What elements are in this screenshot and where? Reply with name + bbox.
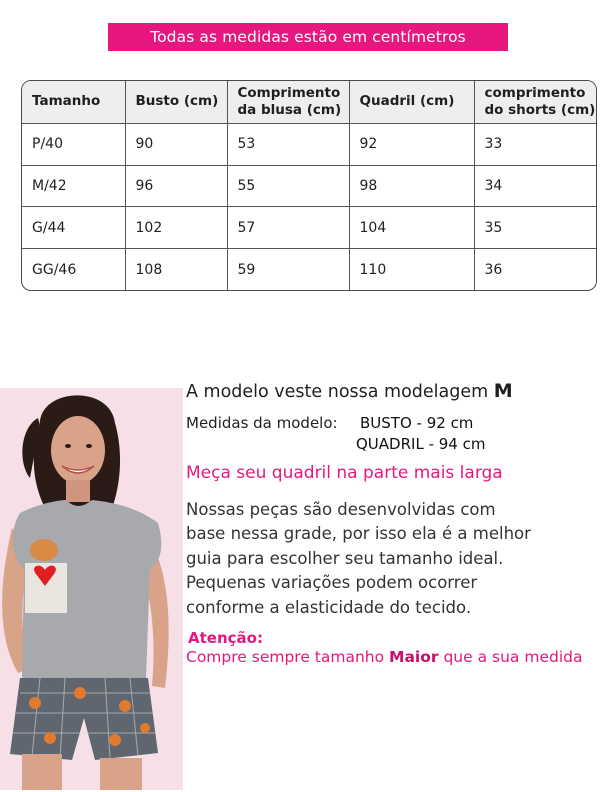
cell-bust: 108 — [125, 249, 227, 290]
sizing-paragraph — [186, 498, 576, 620]
cell-shorts-length: 33 — [474, 123, 596, 165]
model-measures-label: Medidas da modelo: — [186, 414, 338, 432]
cell-shorts-length: 36 — [474, 249, 596, 290]
eye-left — [65, 444, 71, 448]
cell-size: P/40 — [22, 123, 125, 165]
attention-bold: Maior — [389, 648, 439, 666]
paragraph-line: Nossas peças são desenvolvidas com — [186, 500, 496, 519]
header-text: Tamanho — [32, 93, 101, 110]
paragraph-line: Pequenas variações podem ocorrer — [186, 573, 478, 593]
header-quadril — [349, 81, 474, 123]
cell-size: G/44 — [22, 207, 125, 249]
hip-measure-tip: Meça seu quadril na parte mais larga — [186, 463, 503, 483]
model-illustration — [0, 388, 183, 790]
cell-shorts-length: 34 — [474, 165, 596, 207]
neck-shape — [66, 480, 90, 502]
heading-text: A modelo veste nossa modelagem — [186, 382, 489, 402]
paragraph-line: base nessa grade, por isso ela é a melhor — [186, 524, 531, 544]
leg-right — [100, 758, 142, 790]
paragraph-line: guia para escolher seu tamanho ideal. — [186, 548, 504, 568]
header-comprimento-shorts — [474, 81, 596, 123]
cell-blouse-length: 57 — [227, 207, 349, 249]
table-row — [22, 207, 596, 249]
cell-shorts-length: 35 — [474, 207, 596, 249]
dog-print-icon — [30, 539, 58, 561]
model-hip-value: QUADRIL - 94 cm — [356, 435, 486, 453]
paragraph-line: conforme a elasticidade do tecido. — [186, 597, 472, 617]
model-size-heading — [186, 380, 513, 402]
header-text: da blusa (cm) — [237, 101, 342, 118]
cell-hip: 92 — [349, 123, 474, 165]
units-banner: Todas as medidas estão em centímetros — [108, 23, 508, 51]
header-text: Quadril (cm) — [359, 93, 455, 110]
cell-blouse-length: 55 — [227, 165, 349, 207]
cell-hip: 98 — [349, 165, 474, 207]
cell-bust: 96 — [125, 165, 227, 207]
heading-size: M — [493, 380, 513, 402]
header-text: do shorts (cm) — [484, 101, 596, 118]
eye-right — [86, 444, 92, 448]
cell-bust: 102 — [125, 207, 227, 249]
size-table — [21, 80, 597, 291]
attention-suffix: que a sua medida — [443, 648, 583, 666]
cell-size: M/42 — [22, 165, 125, 207]
header-busto — [125, 81, 227, 123]
header-text: comprimento — [484, 84, 586, 101]
model-bust-value: BUSTO - 92 cm — [360, 414, 474, 432]
attention-title: Atenção: — [188, 629, 263, 647]
table-header-row — [22, 81, 596, 123]
face-shape — [51, 416, 105, 484]
attention-text — [186, 648, 582, 666]
cell-hip: 104 — [349, 207, 474, 249]
table-row — [22, 165, 596, 207]
cell-blouse-length: 53 — [227, 123, 349, 165]
header-tamanho — [22, 81, 125, 123]
header-comprimento-blusa — [227, 81, 349, 123]
table-row — [22, 249, 596, 290]
model-photo — [0, 388, 183, 790]
header-text: Comprimento — [237, 84, 341, 101]
table-row — [22, 123, 596, 165]
header-text: Busto (cm) — [135, 93, 219, 110]
cell-blouse-length: 59 — [227, 249, 349, 290]
cell-hip: 110 — [349, 249, 474, 290]
cell-bust: 90 — [125, 123, 227, 165]
attention-prefix: Compre sempre tamanho — [186, 648, 385, 666]
leg-left — [22, 754, 62, 790]
cell-size: GG/46 — [22, 249, 125, 290]
